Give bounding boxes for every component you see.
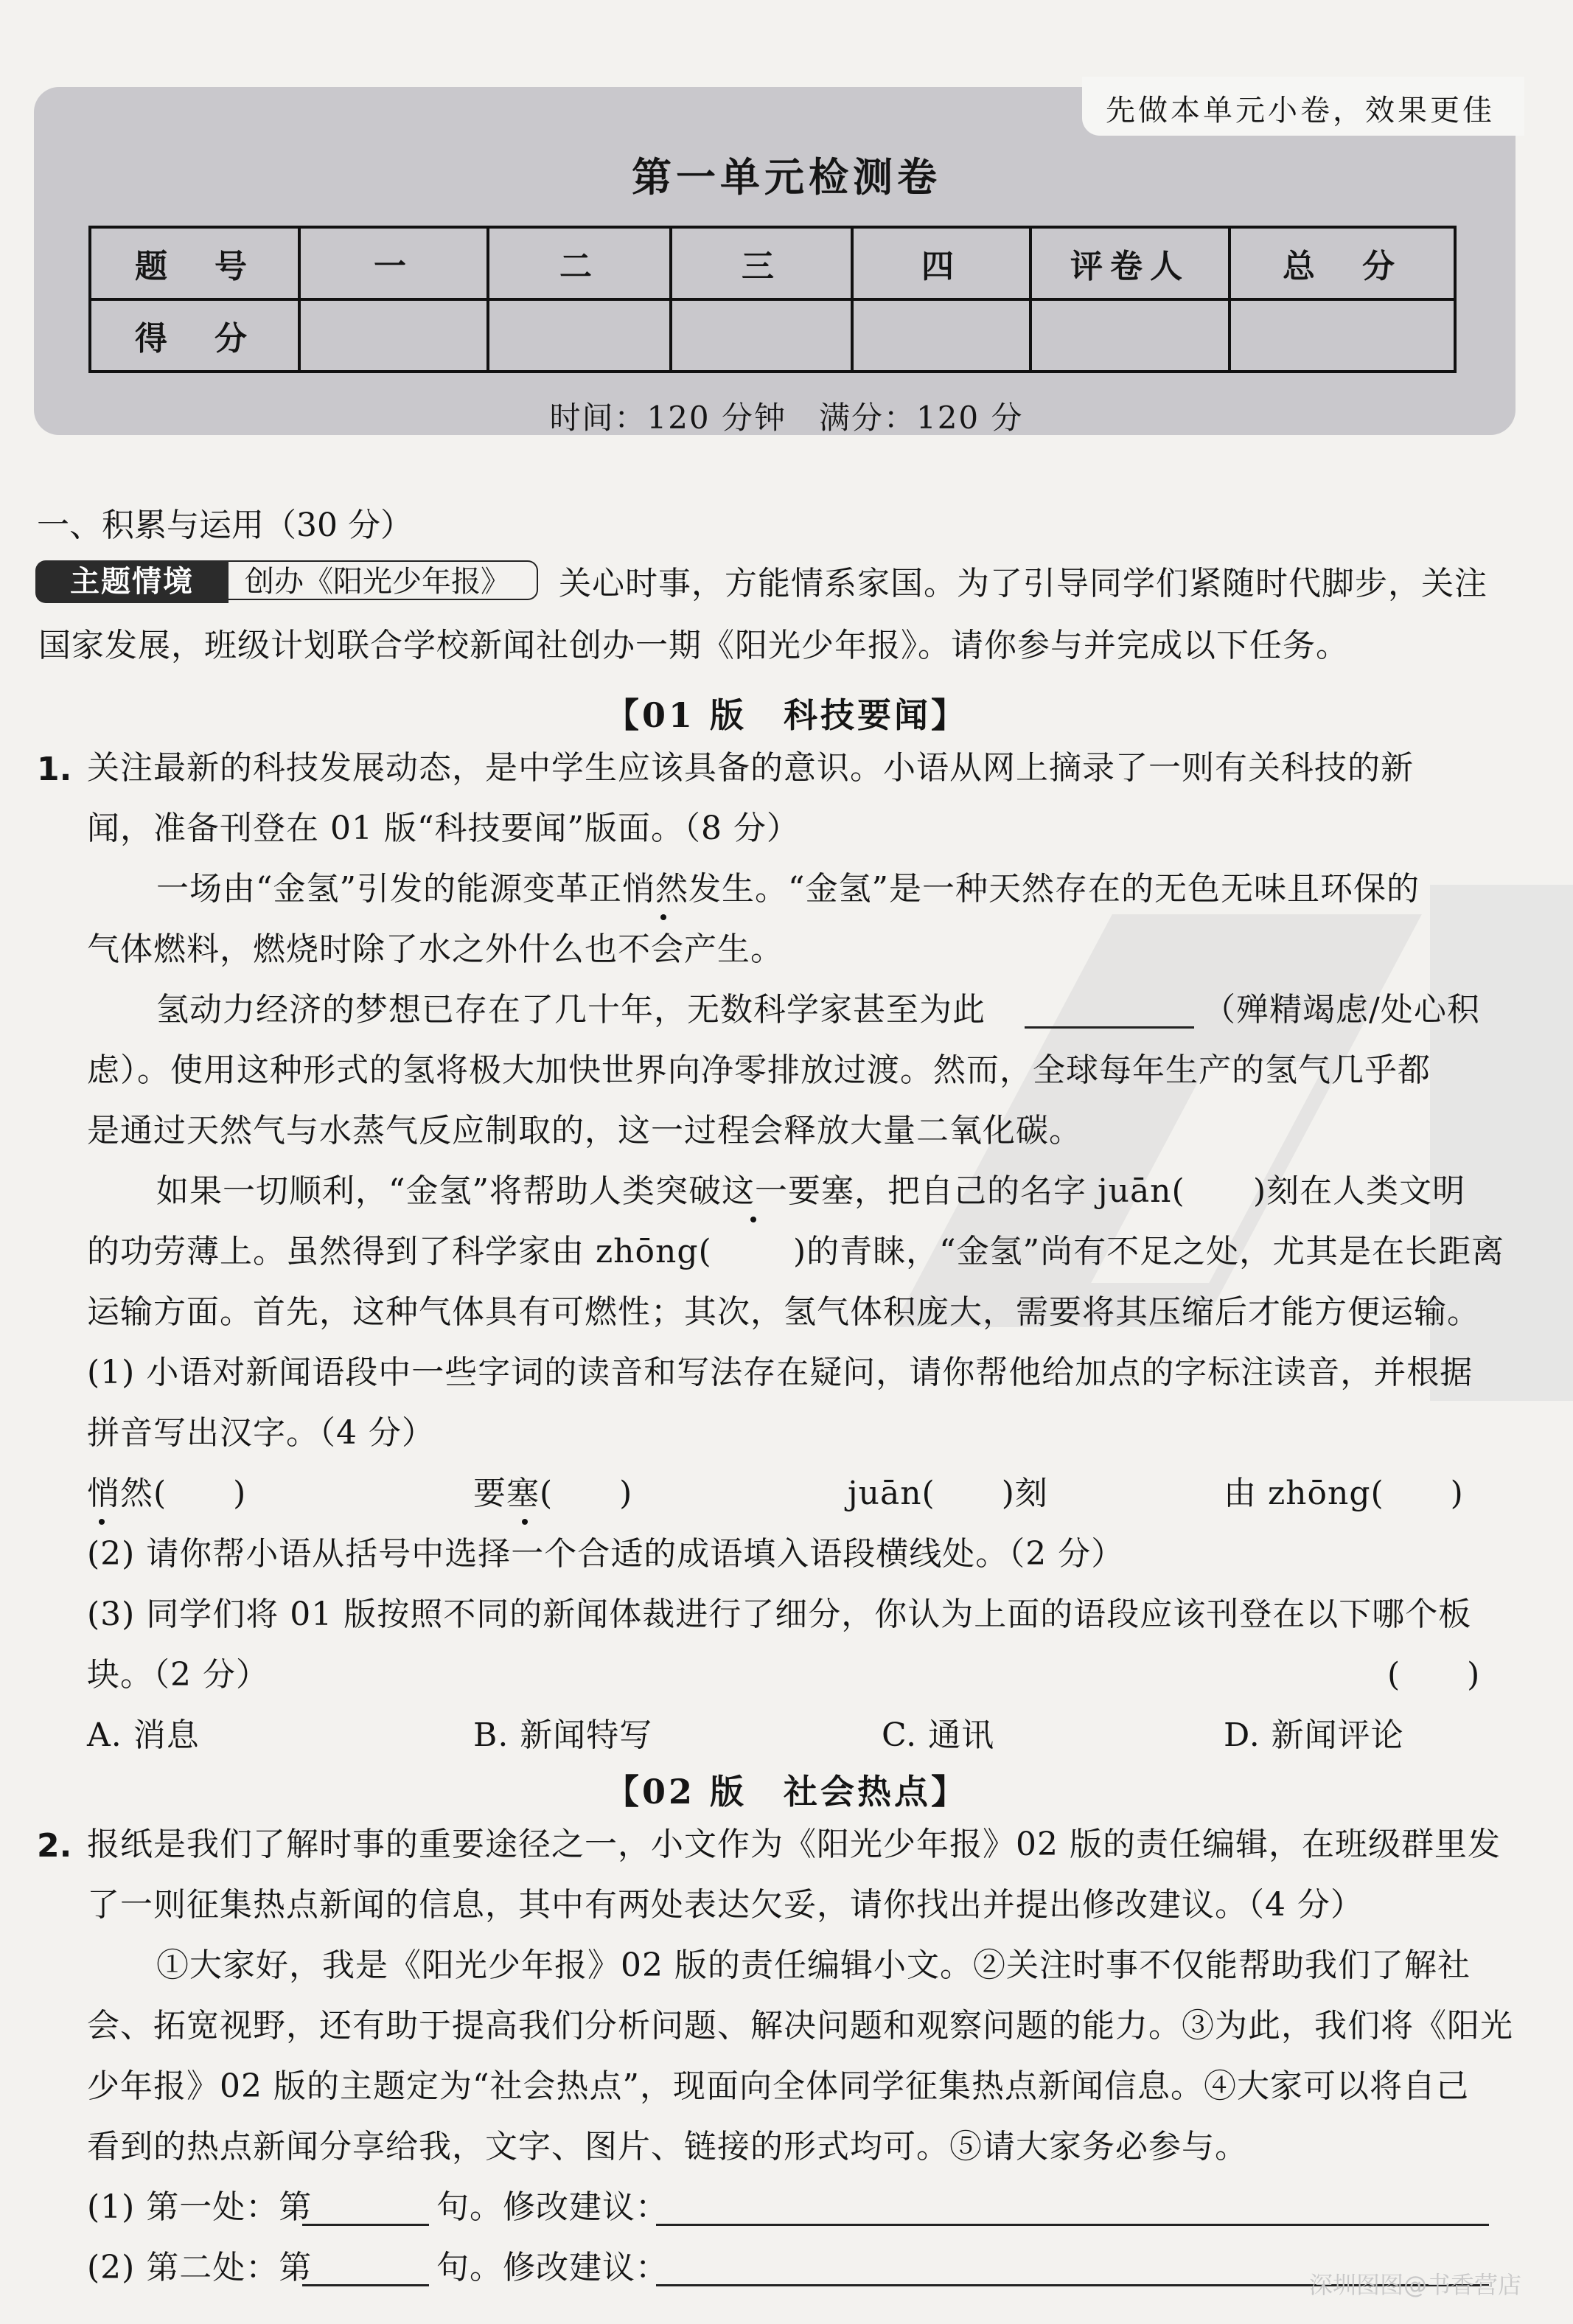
intro-text: 国家发展，班级计划联合学校新闻社创办一期《阳光少年报》。请你参与并完成以下任务。 (38, 627, 1349, 664)
score-table (88, 226, 1457, 373)
passage-text: 运输方面。首先，这种气体具有可燃性；其次，氢气体积庞大，需要将其压缩后才能方便运输。 (87, 1293, 1480, 1331)
emphasis-dot (660, 914, 666, 920)
answer-label: (2) 第二处：第 (87, 2249, 313, 2286)
exam-info: 时间：120 分钟 满分：120 分 (549, 400, 1024, 436)
question-text: 了一则征集热点新闻的信息，其中有两处表达欠妥，请你找出并提出修改建议。（4 分） (87, 1886, 1364, 1924)
subquestion-text: 拼音写出汉字。（4 分） (87, 1414, 435, 1452)
passage-text: )刻在人类文明 (1253, 1172, 1466, 1210)
fill-item[interactable]: juān( )刻 (848, 1475, 1048, 1512)
passage-text: 如果一切顺利，“金氢”将帮助人类突破这一要塞，把自己的名字 juān( (156, 1172, 1185, 1210)
question-number: 1. (37, 751, 72, 788)
idiom-blank[interactable] (1025, 1026, 1194, 1029)
answer-label: (1) 第一处：第 (87, 2188, 313, 2226)
emphasis-dot (99, 1519, 105, 1525)
theme-badge-label: 主题情境 (35, 560, 229, 603)
section-title: 一、积累与运用（30 分） (37, 507, 413, 544)
passage-text: （殚精竭虑/处心积 (1203, 991, 1480, 1029)
option-d[interactable]: D. 新闻评论 (1224, 1716, 1404, 1754)
watermark-text: 深圳图图@书香营店 (1308, 2271, 1521, 2299)
slogan: 先做本单元小卷，效果更佳 (1106, 94, 1495, 128)
passage-text: 氢动力经济的梦想已存在了几十年，无数科学家甚至为此 (156, 991, 986, 1029)
table-header-cell: 二 (488, 227, 671, 299)
question-text: 关注最新的科技发展动态，是中学生应该具备的意识。小语从网上摘录了一则有关科技的新 (87, 749, 1414, 787)
table-header-cell: 题 号 (90, 227, 299, 299)
table-header-cell: 一 (299, 227, 488, 299)
subquestion-text: 块。（2 分） (87, 1656, 269, 1694)
issue-heading: 【01 版 科技要闻】 (604, 695, 969, 735)
score-row-label: 得 分 (90, 299, 299, 372)
exam-title: 第一单元检测卷 (632, 153, 941, 201)
sentence-number-blank[interactable] (302, 2284, 429, 2286)
fill-item[interactable]: 悄然( ) (87, 1475, 247, 1512)
answer-label: 句。修改建议： (436, 2249, 669, 2286)
theme-name: 创办《阳光少年报》 (229, 560, 538, 600)
score-cell[interactable] (299, 299, 488, 372)
table-header-cell: 评卷人 (1030, 227, 1230, 299)
suggestion-blank[interactable] (656, 2224, 1489, 2226)
option-c[interactable]: C. 通讯 (882, 1716, 995, 1754)
subquestion-text: (2) 请你帮小语从括号中选择一个合适的成语填入语段横线处。（2 分） (87, 1535, 1125, 1573)
passage-text: 气体燃料，燃烧时除了水之外什么也不会产生。 (87, 930, 784, 968)
fill-item[interactable]: 要塞( ) (473, 1475, 633, 1512)
intro-text: 关心时事，方能情系家国。为了引导同学们紧随时代脚步，关注 (559, 565, 1487, 602)
option-a[interactable]: A. 消息 (87, 1716, 200, 1754)
issue-heading: 【02 版 社会热点】 (604, 1772, 969, 1812)
table-header-cell: 三 (671, 227, 852, 299)
passage-text: 一场由“金氢”引发的能源变革正悄然发生。“金氢”是一种天然存在的无色无味且环保的 (156, 870, 1420, 908)
fill-item[interactable]: 由 zhōng( ) (1224, 1475, 1464, 1512)
passage-text: 少年报》02 版的主题定为“社会热点”，现面向全体同学征集热点新闻信息。④大家可以将自己 (87, 2067, 1469, 2105)
emphasis-dot (522, 1519, 528, 1525)
passage-text: 虑）。使用这种形式的氢将极大加快世界向净零排放过渡。然而，全球每年生产的氢气几乎都 (87, 1051, 1431, 1089)
answer-label: 句。修改建议： (436, 2188, 669, 2226)
passage-text: 看到的热点新闻分享给我，文字、图片、链接的形式均可。⑤请大家务必参与。 (87, 2128, 1248, 2165)
score-cell[interactable] (488, 299, 671, 372)
option-b[interactable]: B. 新闻特写 (473, 1716, 653, 1754)
score-cell[interactable] (1030, 299, 1230, 372)
passage-text: 的功劳薄上。虽然得到了科学家由 zhōng( (87, 1233, 712, 1270)
passage-text: )的青睐，“金氢”尚有不足之处，尤其是在长距离 (793, 1233, 1505, 1270)
subquestion-text: (3) 同学们将 01 版按照不同的新闻体裁进行了细分，你认为上面的语段应该刊登在以下哪个板 (87, 1596, 1472, 1633)
score-cell[interactable] (852, 299, 1030, 372)
question-text: 闻，准备刊登在 01 版“科技要闻”版面。（8 分） (87, 810, 800, 847)
emphasis-dot (750, 1217, 756, 1222)
passage-text: 会、拓宽视野，还有助于提高我们分析问题、解决问题和观察问题的能力。③为此，我们将《阳光 (87, 2007, 1513, 2045)
theme-badge (35, 560, 544, 603)
passage-text: ①大家好，我是《阳光少年报》02 版的责任编辑小文。②关注时事不仅能帮助我们了解社 (156, 1946, 1471, 1984)
passage-text: 是通过天然气与水蒸气反应制取的，这一过程会释放大量二氧化碳。 (87, 1112, 1082, 1149)
score-cell[interactable] (1230, 299, 1455, 372)
sentence-number-blank[interactable] (302, 2224, 429, 2226)
table-header-cell: 四 (852, 227, 1030, 299)
table-header-cell: 总 分 (1230, 227, 1455, 299)
question-number: 2. (37, 1827, 72, 1865)
subquestion-text: (1) 小语对新闻语段中一些字词的读音和写法存在疑问，请你帮他给加点的字标注读音，并根据 (87, 1354, 1473, 1391)
answer-paren[interactable]: ( ) (1387, 1656, 1481, 1694)
question-text: 报纸是我们了解时事的重要途径之一，小文作为《阳光少年报》02 版的责任编辑，在班级群里发 (87, 1826, 1501, 1863)
score-cell[interactable] (671, 299, 852, 372)
